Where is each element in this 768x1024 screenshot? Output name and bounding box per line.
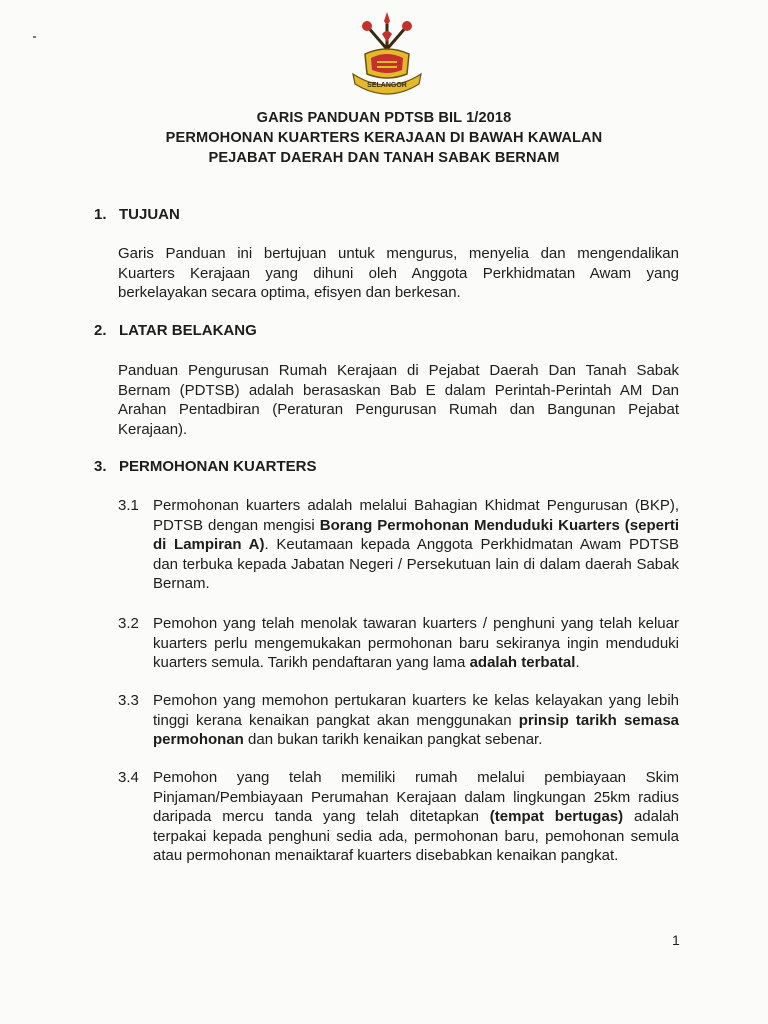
section-number: 3.: [94, 458, 107, 475]
section-heading-tujuan: [94, 206, 180, 223]
section-title: PERMOHONAN KUARTERS: [119, 458, 317, 475]
clause-number: 3.4: [118, 769, 139, 786]
clause-emphasis: Borang Permohonan Menduduki Kuarters (seperti di Lampiran A): [153, 516, 679, 554]
section-paragraph-latar-belakang: Panduan Pengurusan Rumah Kerajaan di Pejabat Daerah Dan Tanah Sabak Bernam (PDTSB) adalah berasaskan Bab E dalam Perintah-Perintah AM Dan Arahan Pentadbiran (Peraturan Pengurusan Rumah dan Bangunan Pejabat Kerajaan).: [118, 362, 679, 438]
title-line-3: PEJABAT DAERAH DAN TANAH SABAK BERNAM: [208, 150, 560, 166]
scan-speck: [33, 36, 36, 38]
clause-text: Pemohon yang telah memiliki rumah melalui pembiayaan Skim Pinjaman/Pembiayaan Perumahan Kerajaan dalam lingkungan 25km radius daripada mercu tanda yang telah ditetapkan (tempat bertugas) adalah terpakai kepada penghuni sedia ada, permohonan baru, pemohonan semula atau permohonan menaiktaraf kuarters disebabkan kenaikan pangkat.: [153, 769, 680, 865]
clause-number: 3.3: [118, 692, 139, 709]
clause-text: Pemohon yang telah menolak tawaran kuarters / penghuni yang telah keluar kuarters perlu mengemukakan permohonan baru sekiranya ingin menduduki kuarters semula. Tarikh pendaftaran yang lama adalah terbatal.: [153, 615, 679, 672]
title-line-1: GARIS PANDUAN PDTSB BIL 1/2018: [256, 110, 512, 126]
clause-number: 3.1: [118, 497, 139, 514]
clause-emphasis: prinsip tarikh semasa permohonan: [153, 711, 679, 749]
clause-3-2: [118, 614, 679, 673]
clause-3-3: [118, 691, 679, 750]
clause-number: 3.2: [118, 615, 139, 632]
section-heading-permohonan-kuarters: [94, 458, 317, 475]
page-number: 1: [672, 932, 680, 948]
title-line-2: PERMOHONAN KUARTERS KERAJAAN DI BAWAH KAWALAN: [165, 130, 603, 146]
section-heading-latar-belakang: [94, 322, 257, 339]
selangor-crest-logo: [349, 12, 425, 98]
clause-emphasis: (tempat bertugas): [489, 808, 624, 826]
clause-emphasis: adalah terbatal: [469, 654, 576, 672]
section-number: 2.: [94, 322, 107, 339]
clause-text: Permohonan kuarters adalah melalui Bahagian Khidmat Pengurusan (BKP), PDTSB dengan mengisi Borang Permohonan Menduduki Kuarters (seperti di Lampiran A). Keutamaan kepada Anggota Perkhidmatan Awam PDTSB dan terbuka kepada Jabatan Negeri / Persekutuan lain di dalam daerah Sabak Bernam.: [153, 497, 679, 593]
section-paragraph-tujuan: Garis Panduan ini bertujuan untuk mengurus, menyelia dan mengendalikan Kuarters Kerajaan yang dihuni oleh Anggota Perkhidmatan Awam yang berkelayakan secara optima, efisyen dan berkesan.: [118, 245, 679, 302]
document-title: [0, 108, 768, 168]
clause-3-4: [118, 768, 679, 866]
section-title: TUJUAN: [119, 206, 180, 223]
section-title: LATAR BELAKANG: [119, 322, 257, 339]
section-number: 1.: [94, 206, 107, 223]
clause-text: Pemohon yang memohon pertukaran kuarters ke kelas kelayakan yang lebih tinggi kerana kenaikan pangkat akan menggunakan prinsip tarikh semasa permohonan dan bukan tarikh kenaikan pangkat sebenar.: [153, 692, 679, 749]
clause-3-1: [118, 496, 679, 594]
crest-ribbon-text: SELANGOR: [367, 82, 407, 89]
